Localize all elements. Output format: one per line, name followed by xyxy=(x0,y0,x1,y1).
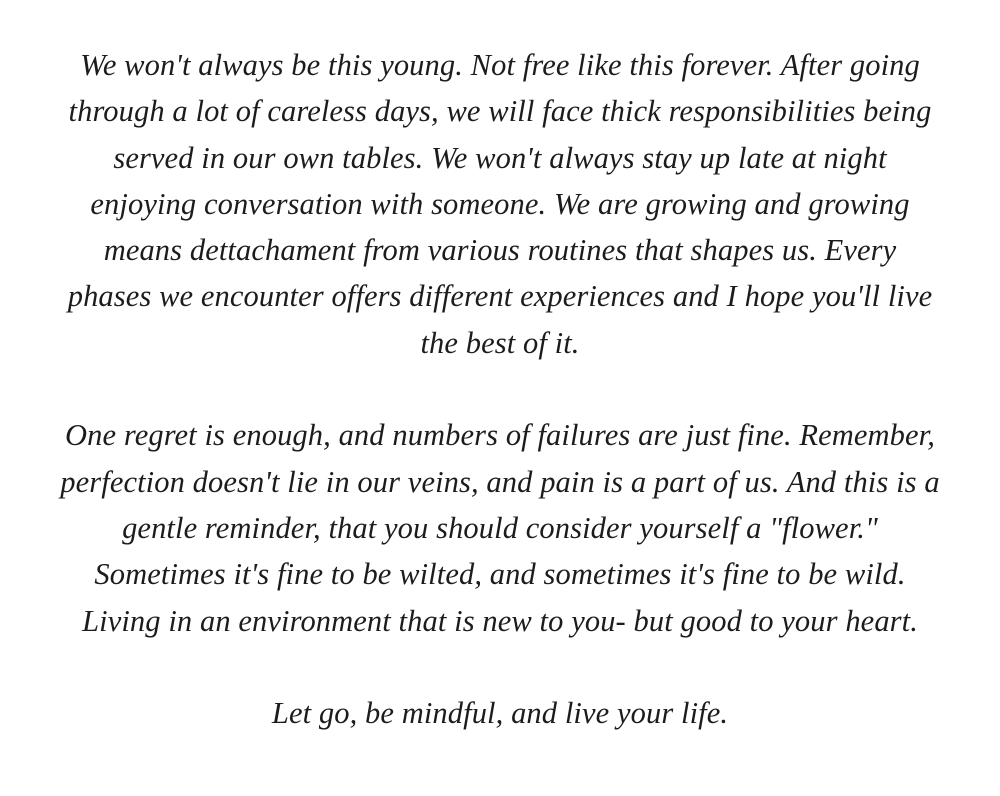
paragraph-spacer xyxy=(60,366,940,412)
paragraph-spacer xyxy=(60,644,940,690)
paragraph-closing: Let go, be mindful, and live your life. xyxy=(271,696,729,731)
paragraph-youth: We won't always be this young. Not free like this forever. After going through a lot of careless days, we will face thick responsibilities being served in our own tables. We won't always stay up late at night enjoying conversation with someone. We are growing and growing means dettachament from various routines that shapes us. Every phases we encounter offers different experiences and I hope you'll live the best of it. xyxy=(67,48,933,360)
paragraph-regret: One regret is enough, and numbers of failures are just fine. Remember, perfection doesn't lie in our veins, and pain is a part of us. And this is a gentle reminder, that you should consider yourself a "flower." Sometimes it's fine to be wilted, and sometimes it's fine to be wild. Living in an environment that is new to you- but good to your heart. xyxy=(60,418,940,638)
